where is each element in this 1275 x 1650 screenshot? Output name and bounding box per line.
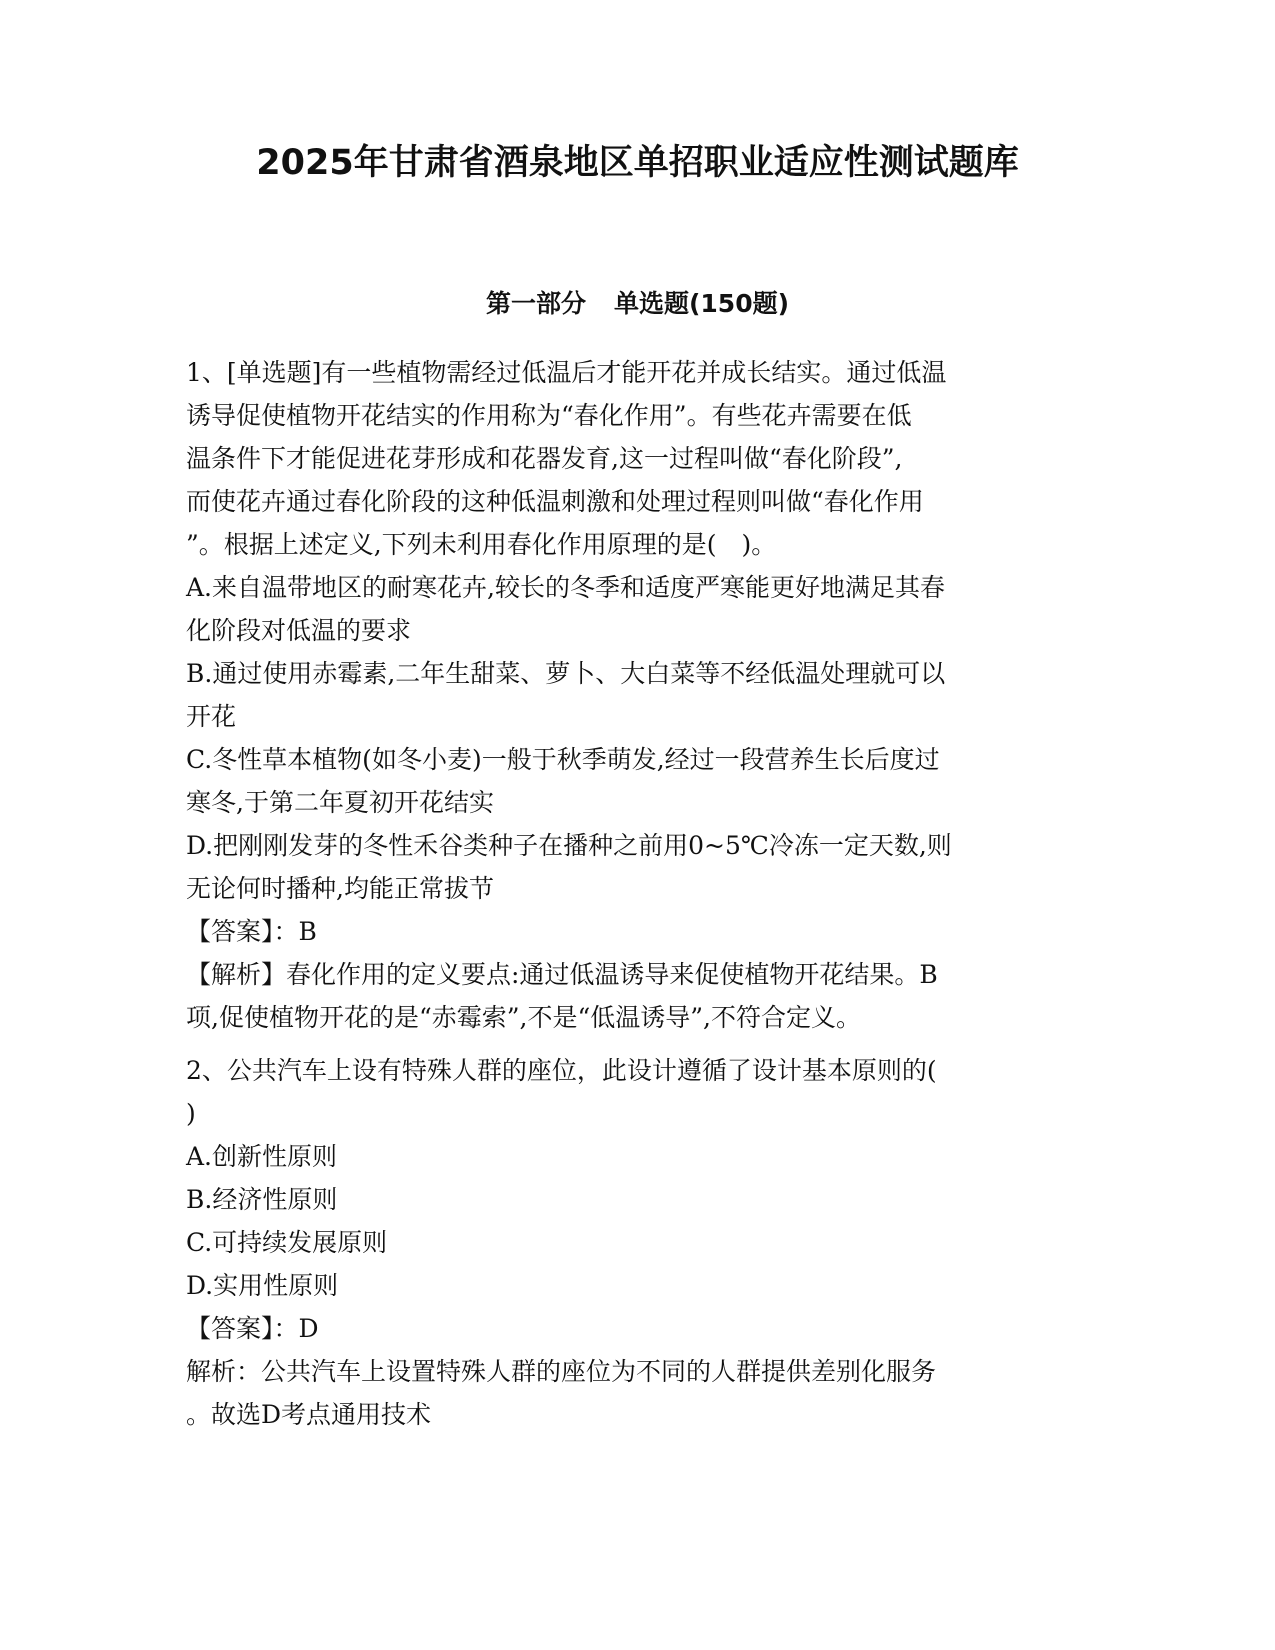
stem-line: 2、公共汽车上设有特殊人群的座位，此设计遵循了设计基本原则的( <box>186 1056 937 1085</box>
question-item-2 <box>186 1049 1076 1436</box>
answer-line <box>186 910 1076 953</box>
analysis-line: 项,促使植物开花的是“赤霉索”,不是“低温诱导”,不符合定义。 <box>186 1003 861 1032</box>
option-line: B.经济性原则 <box>186 1185 338 1214</box>
option-b <box>186 652 1076 738</box>
stem-line: ) <box>186 1099 196 1128</box>
section-part-label: 第一部分 <box>485 289 586 318</box>
option-line: 化阶段对低温的要求 <box>186 616 412 645</box>
option-c <box>186 1221 1076 1264</box>
option-a <box>186 1135 1076 1178</box>
analysis-line: 。故选D考点通用技术 <box>186 1400 432 1429</box>
option-line: A.创新性原则 <box>186 1142 338 1171</box>
option-d <box>186 1264 1076 1307</box>
stem-line: ”。根据上述定义,下列未利用春化作用原理的是( )。 <box>186 530 777 559</box>
stem-line: 1、[单选题]有一些植物需经过低温后才能开花并成长结实。通过低温 <box>186 358 947 387</box>
analysis <box>186 953 1076 1039</box>
option-c <box>186 738 1076 824</box>
option-line: 开花 <box>186 702 237 731</box>
section-name-label: 单选题(150题) <box>613 289 790 318</box>
section-heading <box>0 287 1275 321</box>
answer-text: 【答案】：D <box>186 1314 319 1343</box>
option-line: C.冬性草本植物(如冬小麦)一般于秋季萌发,经过一段营养生长后度过 <box>186 745 940 774</box>
question-stem <box>186 351 1076 566</box>
option-line: 无论何时播种,均能正常拔节 <box>186 874 494 903</box>
option-line: A.来自温带地区的耐寒花卉,较长的冬季和适度严寒能更好地满足其春 <box>186 573 945 602</box>
stem-line: 温条件下才能促进花芽形成和花器发育,这一过程叫做“春化阶段”, <box>186 444 903 473</box>
option-line: D.把刚刚发芽的冬性禾谷类种子在播种之前用0~5℃冷冻一定天数,则 <box>186 831 952 860</box>
option-b <box>186 1178 1076 1221</box>
stem-line: 而使花卉通过春化阶段的这种低温刺激和处理过程则叫做“春化作用 <box>186 487 924 516</box>
option-line: 寒冬,于第二年夏初开花结实 <box>186 788 494 817</box>
option-line: C.可持续发展原则 <box>186 1228 388 1257</box>
question-list <box>186 351 1076 1436</box>
document-title: 2025年甘肃省酒泉地区单招职业适应性测试题库 <box>256 143 1019 183</box>
answer-line <box>186 1307 1076 1350</box>
question-item-1 <box>186 351 1076 1039</box>
analysis <box>186 1350 1076 1436</box>
option-line: B.通过使用赤霉素,二年生甜菜、萝卜、大白菜等不经低温处理就可以 <box>186 659 946 688</box>
analysis-line: 【解析】春化作用的定义要点:通过低温诱导来促使植物开花结果。B <box>186 960 938 989</box>
option-d <box>186 824 1076 910</box>
option-a <box>186 566 1076 652</box>
analysis-line: 解析：公共汽车上设置特殊人群的座位为不同的人群提供差别化服务 <box>186 1357 937 1386</box>
question-stem <box>186 1049 1076 1135</box>
answer-text: 【答案】：B <box>186 917 317 946</box>
option-line: D.实用性原则 <box>186 1271 339 1300</box>
stem-line: 诱导促使植物开花结实的作用称为“春化作用”。有些花卉需要在低 <box>186 401 912 430</box>
